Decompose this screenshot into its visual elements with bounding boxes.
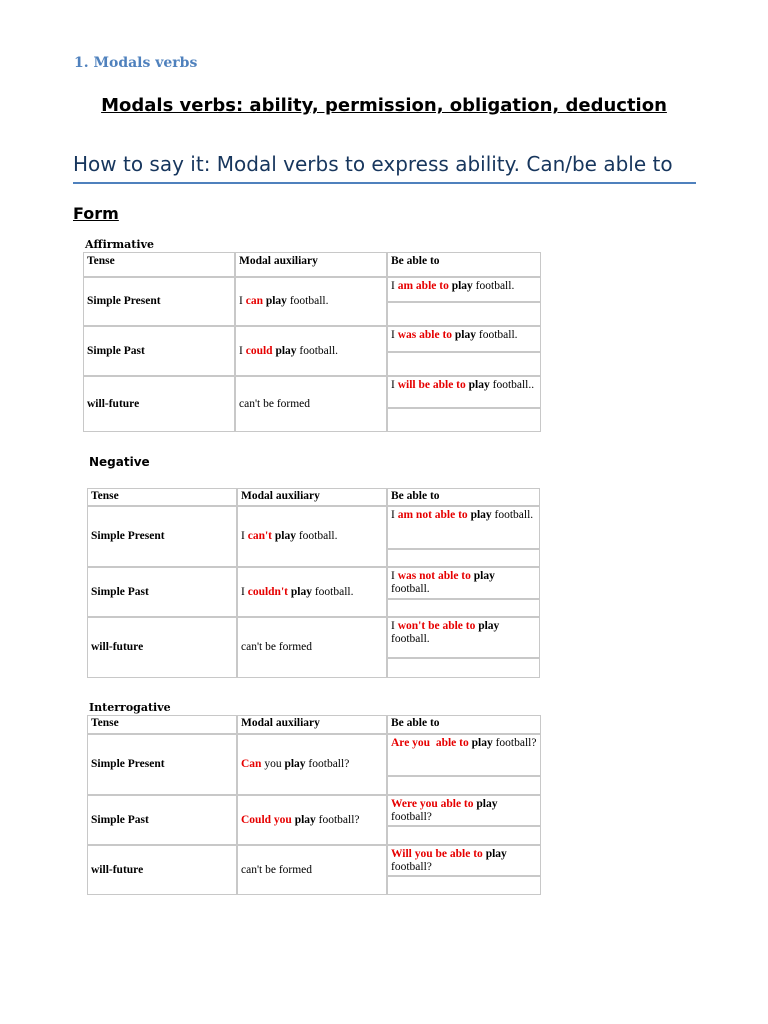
text: I [391,620,398,632]
text: I [391,509,398,521]
interrogative-caption: Interrogative [89,701,171,714]
verb: play [482,848,507,860]
modal-cell-present [237,734,387,795]
verb: play [448,280,473,292]
empty-cell [387,599,540,617]
text: I [391,379,398,391]
header-be-able: Be able to [387,488,540,506]
verb: play [287,585,312,598]
be-able-highlight: Will you be able to [391,848,483,860]
text: I [391,570,398,582]
empty-cell [387,826,541,845]
subheading-rule [73,182,696,184]
header-tense: Tense [87,488,237,506]
text: I [391,329,398,341]
header-tense: Tense [87,715,237,734]
text: football. [391,583,430,595]
verb: play [452,329,476,341]
verb: play [465,379,490,391]
page-title [0,95,768,116]
empty-cell [387,408,541,432]
row-tense-past: Simple Past [87,567,237,617]
negative-table [87,488,540,678]
modal-cell-present [235,277,387,326]
affirmative-table [83,252,543,434]
modal-cell-past [237,567,387,617]
modal-cell-future: can't be formed [237,617,387,678]
modal-highlight: Could you [241,813,292,826]
be-able-cell-present [387,506,540,549]
subheading: How to say it: Modal verbs to express ability. Can/be able to [73,152,673,176]
verb: play [262,295,287,307]
verb: play [473,798,498,810]
be-able-cell-future [387,376,541,408]
text: football. [391,633,430,645]
verb: play [475,620,500,632]
be-able-highlight: Are you able to [391,737,469,749]
modal-highlight: can [245,295,263,307]
row-tense-past: Simple Past [87,795,237,845]
row-tense-present: Simple Present [87,734,237,795]
be-able-cell-past [387,326,541,352]
be-able-highlight: am not able to [397,509,468,521]
interrogative-table [87,715,541,897]
row-tense-future: will-future [87,617,237,678]
be-able-cell-present [387,277,541,302]
be-able-cell-present [387,734,541,776]
modal-cell-future: can't be formed [235,376,387,432]
empty-cell [387,776,541,795]
be-able-highlight: was able to [397,329,453,341]
text: football. [311,585,354,598]
verb: play [294,813,316,826]
text: football? [391,861,432,873]
text: football. [472,280,515,292]
header-tense: Tense [83,252,235,277]
row-tense-present: Simple Present [87,506,237,567]
verb: play [468,737,493,749]
modal-highlight: couldn't [247,585,288,598]
be-able-highlight: won't be able to [397,620,476,632]
verb: play [272,530,296,542]
text: football. [286,295,329,307]
text: I [391,280,398,292]
empty-cell [387,352,541,376]
be-able-cell-past [387,795,541,826]
be-able-highlight: am able to [397,280,449,292]
form-heading: Form [73,204,119,223]
row-tense-future: will-future [87,845,237,895]
text: football. [491,509,534,521]
text: I [241,530,248,542]
text: football? [391,811,432,823]
text: football. [296,344,339,357]
modal-cell-present [237,506,387,567]
modal-highlight: Can [241,758,262,770]
modal-cell-past [235,326,387,376]
modal-highlight: can't [247,530,272,542]
header-be-able: Be able to [387,715,541,734]
text: I [241,585,248,598]
header-modal: Modal auxiliary [237,488,387,506]
header-be-able: Be able to [387,252,541,277]
row-tense-present: Simple Present [83,277,235,326]
text: football. [476,329,518,341]
header-modal: Modal auxiliary [237,715,387,734]
be-able-highlight: Were you able to [391,798,474,810]
empty-cell [387,549,540,567]
row-tense-future: will-future [83,376,235,432]
text: I [239,295,246,307]
empty-cell [387,658,540,678]
be-able-cell-future [387,617,540,658]
modal-highlight: could [245,344,273,357]
be-able-cell-future [387,845,541,876]
text: football? [492,737,537,749]
text: football. [295,530,338,542]
be-able-highlight: will be able to [397,379,466,391]
text: I [239,344,246,357]
verb: play [284,758,306,770]
affirmative-caption: Affirmative [85,238,154,251]
section-number: 1. Modals verbs [74,55,198,71]
be-able-cell-past [387,567,540,599]
modal-cell-future: can't be formed [237,845,387,895]
page-title-text: Modals verbs: ability, permission, obligation, deduction [101,95,667,116]
empty-cell [387,876,541,895]
text: football? [315,813,360,826]
header-modal: Modal auxiliary [235,252,387,277]
text: you [261,758,285,770]
text: football? [305,758,350,770]
be-able-highlight: was not able to [397,570,471,582]
negative-caption: Negative [89,455,150,469]
verb: play [272,344,297,357]
verb: play [470,570,495,582]
verb: play [467,509,492,521]
row-tense-past: Simple Past [83,326,235,376]
modal-cell-past [237,795,387,845]
text: football.. [489,379,535,391]
empty-cell [387,302,541,326]
